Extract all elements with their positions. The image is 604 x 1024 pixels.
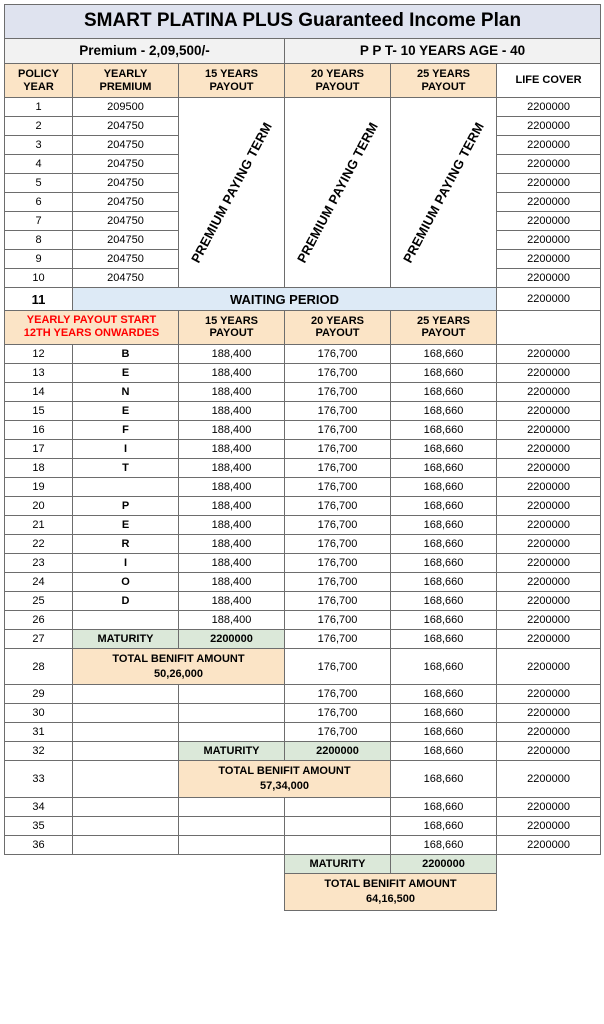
premium-summary: Premium - 2,09,500/- bbox=[5, 39, 285, 64]
table-row bbox=[5, 401, 601, 420]
cell-life-cover: 2200000 bbox=[497, 458, 601, 477]
header-payout-15 bbox=[179, 64, 285, 98]
table-row bbox=[5, 798, 601, 817]
table-row bbox=[5, 817, 601, 836]
cell-policy-year: 4 bbox=[5, 155, 73, 174]
cell-payout-25: 168,660 bbox=[391, 458, 497, 477]
table-row bbox=[5, 610, 601, 629]
cell-payout-15: 188,400 bbox=[179, 439, 285, 458]
header-payout-25 bbox=[391, 64, 497, 98]
benefit-period-letter bbox=[73, 477, 179, 496]
header-payout-15-l1: 15 YEARS bbox=[205, 68, 258, 80]
cell-empty bbox=[179, 874, 285, 911]
total-15-amount: 50,26,000 bbox=[154, 667, 203, 680]
cell-empty bbox=[73, 685, 179, 704]
cell-empty bbox=[73, 836, 179, 855]
cell-payout-25: 168,660 bbox=[391, 742, 497, 761]
cell-life-cover: 2200000 bbox=[497, 761, 601, 798]
cell-life-cover: 2200000 bbox=[497, 798, 601, 817]
cell-life-cover: 2200000 bbox=[497, 534, 601, 553]
cell-life-cover: 2200000 bbox=[497, 685, 601, 704]
cell-payout-15: 188,400 bbox=[179, 534, 285, 553]
cell-life-cover: 2200000 bbox=[497, 591, 601, 610]
ppt-text-15: PREMIUM PAYING TERM bbox=[188, 119, 275, 266]
cell-payout-20: 176,700 bbox=[285, 685, 391, 704]
maturity-15-row bbox=[5, 629, 601, 648]
waiting-period-label: WAITING PERIOD bbox=[73, 288, 497, 311]
total-25-cell bbox=[285, 874, 497, 911]
benefit-period-letter: N bbox=[73, 382, 179, 401]
benefit-period-letter: R bbox=[73, 534, 179, 553]
cell-empty bbox=[179, 817, 285, 836]
cell-life-cover: 2200000 bbox=[497, 117, 601, 136]
payout-start-header bbox=[5, 311, 601, 344]
cell-empty bbox=[285, 798, 391, 817]
benefit-period-letter: B bbox=[73, 344, 179, 363]
cell-payout-25: 168,660 bbox=[391, 515, 497, 534]
table-row bbox=[5, 439, 601, 458]
subtitle-row bbox=[5, 39, 601, 64]
cell-empty bbox=[497, 874, 601, 911]
table-row bbox=[5, 553, 601, 572]
cell-payout-20: 176,700 bbox=[285, 363, 391, 382]
cell-payout-20: 176,700 bbox=[285, 723, 391, 742]
cell-payout-15: 188,400 bbox=[179, 458, 285, 477]
cell-payout-20: 176,700 bbox=[285, 382, 391, 401]
cell-payout-20: 176,700 bbox=[285, 572, 391, 591]
cell-payout-25: 168,660 bbox=[391, 439, 497, 458]
cell-policy-year: 20 bbox=[5, 496, 73, 515]
cell-policy-year: 24 bbox=[5, 572, 73, 591]
cell-policy-year: 34 bbox=[5, 798, 73, 817]
cell-payout-25: 168,660 bbox=[391, 344, 497, 363]
header2-payout-20-l1: 20 YEARS bbox=[311, 314, 364, 327]
column-headers bbox=[5, 64, 601, 98]
header-yearly-premium-l2: PREMIUM bbox=[99, 80, 152, 93]
cell-empty bbox=[179, 685, 285, 704]
cell-policy-year: 12 bbox=[5, 344, 73, 363]
cell-policy-year: 16 bbox=[5, 420, 73, 439]
cell-payout-15: 188,400 bbox=[179, 610, 285, 629]
cell-yearly-premium: 204750 bbox=[73, 231, 179, 250]
cell-payout-15: 188,400 bbox=[179, 496, 285, 515]
maturity-25-label: MATURITY bbox=[285, 855, 391, 874]
benefit-period-letter: D bbox=[73, 591, 179, 610]
table-row bbox=[5, 515, 601, 534]
cell-policy-year: 26 bbox=[5, 610, 73, 629]
table-row bbox=[5, 420, 601, 439]
cell-life-cover-empty bbox=[497, 311, 601, 344]
cell-empty bbox=[73, 798, 179, 817]
total-25-amount: 64,16,500 bbox=[366, 893, 415, 906]
cell-life-cover: 2200000 bbox=[497, 212, 601, 231]
table-row bbox=[5, 496, 601, 515]
cell-yearly-premium: 204750 bbox=[73, 155, 179, 174]
table-row bbox=[5, 723, 601, 742]
header2-payout-20 bbox=[285, 311, 391, 344]
header-policy-year bbox=[5, 64, 73, 98]
total-15-row bbox=[5, 648, 601, 685]
cell-life-cover: 2200000 bbox=[497, 174, 601, 193]
cell-payout-15: 188,400 bbox=[179, 591, 285, 610]
cell-policy-year: 21 bbox=[5, 515, 73, 534]
benefit-period-letter: I bbox=[73, 439, 179, 458]
table-row bbox=[5, 836, 601, 855]
ppt-label-25 bbox=[391, 98, 497, 288]
cell-empty bbox=[179, 855, 285, 874]
cell-empty bbox=[73, 723, 179, 742]
header-payout-25-l1: 25 YEARS bbox=[417, 68, 470, 80]
cell-policy-year: 31 bbox=[5, 723, 73, 742]
cell-policy-year: 23 bbox=[5, 553, 73, 572]
benefit-period-letter: I bbox=[73, 553, 179, 572]
cell-policy-year: 2 bbox=[5, 117, 73, 136]
cell-policy-year: 15 bbox=[5, 401, 73, 420]
cell-payout-15: 188,400 bbox=[179, 344, 285, 363]
cell-payout-25: 168,660 bbox=[391, 420, 497, 439]
cell-life-cover: 2200000 bbox=[497, 610, 601, 629]
maturity-15-value: 2200000 bbox=[179, 629, 285, 648]
cell-yearly-premium: 209500 bbox=[73, 98, 179, 117]
header2-payout-15-l2: PAYOUT bbox=[209, 327, 254, 340]
maturity-20-row bbox=[5, 742, 601, 761]
cell-policy-year: 33 bbox=[5, 761, 73, 798]
waiting-period-row bbox=[5, 288, 601, 311]
cell-policy-year: 36 bbox=[5, 836, 73, 855]
header-policy-year-l1: POLICY bbox=[18, 68, 59, 80]
cell-payout-15: 188,400 bbox=[179, 382, 285, 401]
ppt-text-25: PREMIUM PAYING TERM bbox=[400, 119, 487, 266]
cell-empty bbox=[73, 855, 179, 874]
cell-payout-20: 176,700 bbox=[285, 477, 391, 496]
table-row bbox=[5, 458, 601, 477]
cell-life-cover: 2200000 bbox=[497, 288, 601, 311]
cell-policy-year: 11 bbox=[5, 288, 73, 311]
cell-life-cover: 2200000 bbox=[497, 136, 601, 155]
cell-payout-25: 168,660 bbox=[391, 629, 497, 648]
table-row bbox=[5, 98, 601, 117]
cell-policy-year: 1 bbox=[5, 98, 73, 117]
maturity-15-label: MATURITY bbox=[73, 629, 179, 648]
cell-payout-25: 168,660 bbox=[391, 534, 497, 553]
maturity-20-value: 2200000 bbox=[285, 742, 391, 761]
cell-payout-25: 168,660 bbox=[391, 591, 497, 610]
table-row bbox=[5, 344, 601, 363]
header-payout-20-l1: 20 YEARS bbox=[311, 68, 364, 80]
cell-life-cover: 2200000 bbox=[497, 704, 601, 723]
page-title: SMART PLATINA PLUS Guaranteed Income Plan bbox=[5, 5, 601, 39]
total-20-cell bbox=[179, 761, 391, 798]
cell-payout-20: 176,700 bbox=[285, 648, 391, 685]
cell-policy-year: 9 bbox=[5, 250, 73, 269]
cell-life-cover: 2200000 bbox=[497, 648, 601, 685]
yearly-payout-start-l1: YEARLY PAYOUT START bbox=[26, 314, 157, 327]
cell-policy-year: 3 bbox=[5, 136, 73, 155]
cell-payout-15: 188,400 bbox=[179, 401, 285, 420]
cell-life-cover: 2200000 bbox=[497, 231, 601, 250]
cell-empty bbox=[179, 798, 285, 817]
cell-yearly-premium: 204750 bbox=[73, 250, 179, 269]
cell-payout-25: 168,660 bbox=[391, 648, 497, 685]
cell-policy-year: 17 bbox=[5, 439, 73, 458]
cell-payout-25: 168,660 bbox=[391, 798, 497, 817]
cell-payout-25: 168,660 bbox=[391, 477, 497, 496]
cell-payout-20: 176,700 bbox=[285, 515, 391, 534]
header-payout-20-l2: PAYOUT bbox=[315, 80, 360, 93]
cell-policy-year: 13 bbox=[5, 363, 73, 382]
total-25-row bbox=[5, 874, 601, 911]
cell-empty bbox=[285, 817, 391, 836]
cell-policy-year: 10 bbox=[5, 269, 73, 288]
cell-payout-25: 168,660 bbox=[391, 685, 497, 704]
table-row bbox=[5, 534, 601, 553]
cell-payout-25: 168,660 bbox=[391, 817, 497, 836]
header-yearly-premium-l1: YEARLY bbox=[103, 68, 148, 80]
header2-payout-20-l2: PAYOUT bbox=[315, 327, 360, 340]
benefit-period-letter: E bbox=[73, 401, 179, 420]
table-row bbox=[5, 477, 601, 496]
cell-payout-20: 176,700 bbox=[285, 629, 391, 648]
cell-policy-year: 25 bbox=[5, 591, 73, 610]
cell-policy-year: 29 bbox=[5, 685, 73, 704]
cell-payout-20: 176,700 bbox=[285, 534, 391, 553]
benefit-period-letter: O bbox=[73, 572, 179, 591]
total-15-cell bbox=[73, 648, 285, 685]
cell-payout-25: 168,660 bbox=[391, 363, 497, 382]
benefit-period-letter: E bbox=[73, 515, 179, 534]
maturity-25-value: 2200000 bbox=[391, 855, 497, 874]
cell-payout-25: 168,660 bbox=[391, 836, 497, 855]
cell-life-cover: 2200000 bbox=[497, 382, 601, 401]
header-yearly-premium bbox=[73, 64, 179, 98]
cell-life-cover: 2200000 bbox=[497, 98, 601, 117]
cell-policy-year: 5 bbox=[5, 174, 73, 193]
header-payout-25-l2: PAYOUT bbox=[421, 80, 466, 93]
cell-life-cover: 2200000 bbox=[497, 477, 601, 496]
cell-life-cover: 2200000 bbox=[497, 155, 601, 174]
cell-yearly-premium: 204750 bbox=[73, 269, 179, 288]
total-20-amount: 57,34,000 bbox=[260, 780, 309, 793]
cell-payout-20: 176,700 bbox=[285, 420, 391, 439]
cell-payout-20: 176,700 bbox=[285, 591, 391, 610]
cell-yearly-premium: 204750 bbox=[73, 174, 179, 193]
cell-life-cover: 2200000 bbox=[497, 193, 601, 212]
table-row bbox=[5, 704, 601, 723]
cell-policy-year: 7 bbox=[5, 212, 73, 231]
benefit-period-letter bbox=[73, 610, 179, 629]
benefit-period-letter: P bbox=[73, 496, 179, 515]
ppt-text-20: PREMIUM PAYING TERM bbox=[294, 119, 381, 266]
cell-life-cover: 2200000 bbox=[497, 250, 601, 269]
cell-life-cover: 2200000 bbox=[497, 401, 601, 420]
cell-payout-25: 168,660 bbox=[391, 610, 497, 629]
title-row bbox=[5, 5, 601, 39]
cell-payout-20: 176,700 bbox=[285, 553, 391, 572]
header2-payout-25 bbox=[391, 311, 497, 344]
cell-empty bbox=[73, 742, 179, 761]
cell-payout-15: 188,400 bbox=[179, 363, 285, 382]
cell-policy-year: 30 bbox=[5, 704, 73, 723]
cell-life-cover: 2200000 bbox=[497, 553, 601, 572]
table-row bbox=[5, 363, 601, 382]
cell-policy-year: 32 bbox=[5, 742, 73, 761]
cell-payout-25: 168,660 bbox=[391, 761, 497, 798]
header-payout-15-l2: PAYOUT bbox=[209, 80, 254, 93]
cell-payout-25: 168,660 bbox=[391, 704, 497, 723]
cell-life-cover: 2200000 bbox=[497, 742, 601, 761]
header2-payout-15 bbox=[179, 311, 285, 344]
cell-empty bbox=[5, 874, 73, 911]
cell-payout-15: 188,400 bbox=[179, 420, 285, 439]
cell-payout-20: 176,700 bbox=[285, 401, 391, 420]
cell-empty bbox=[179, 723, 285, 742]
cell-empty bbox=[179, 704, 285, 723]
cell-payout-20: 176,700 bbox=[285, 704, 391, 723]
cell-payout-25: 168,660 bbox=[391, 723, 497, 742]
cell-policy-year: 6 bbox=[5, 193, 73, 212]
header-payout-20 bbox=[285, 64, 391, 98]
cell-payout-20: 176,700 bbox=[285, 344, 391, 363]
header2-payout-25-l1: 25 YEARS bbox=[417, 314, 470, 327]
header2-payout-25-l2: PAYOUT bbox=[421, 327, 466, 340]
maturity-20-label: MATURITY bbox=[179, 742, 285, 761]
cell-payout-20: 176,700 bbox=[285, 458, 391, 477]
cell-payout-25: 168,660 bbox=[391, 572, 497, 591]
cell-life-cover: 2200000 bbox=[497, 629, 601, 648]
cell-payout-20: 176,700 bbox=[285, 610, 391, 629]
cell-life-cover: 2200000 bbox=[497, 723, 601, 742]
cell-life-cover: 2200000 bbox=[497, 420, 601, 439]
cell-payout-20: 176,700 bbox=[285, 439, 391, 458]
cell-payout-25: 168,660 bbox=[391, 401, 497, 420]
benefit-period-letter: E bbox=[73, 363, 179, 382]
ppt-label-15 bbox=[179, 98, 285, 288]
header-policy-year-l2: YEAR bbox=[23, 80, 54, 93]
cell-policy-year: 27 bbox=[5, 629, 73, 648]
cell-empty bbox=[73, 817, 179, 836]
cell-payout-15: 188,400 bbox=[179, 572, 285, 591]
total-20-row bbox=[5, 761, 601, 798]
header2-payout-15-l1: 15 YEARS bbox=[205, 314, 258, 327]
cell-empty bbox=[73, 761, 179, 798]
cell-payout-25: 168,660 bbox=[391, 553, 497, 572]
cell-payout-15: 188,400 bbox=[179, 515, 285, 534]
cell-life-cover: 2200000 bbox=[497, 836, 601, 855]
cell-yearly-premium: 204750 bbox=[73, 136, 179, 155]
yearly-payout-start-label bbox=[5, 311, 179, 344]
cell-life-cover: 2200000 bbox=[497, 439, 601, 458]
table-row bbox=[5, 572, 601, 591]
header-life-cover: LIFE COVER bbox=[497, 64, 601, 98]
cell-life-cover: 2200000 bbox=[497, 496, 601, 515]
cell-life-cover: 2200000 bbox=[497, 572, 601, 591]
cell-policy-year: 19 bbox=[5, 477, 73, 496]
cell-life-cover: 2200000 bbox=[497, 269, 601, 288]
cell-payout-20: 176,700 bbox=[285, 496, 391, 515]
yearly-payout-start-l2: 12TH YEARS ONWARDES bbox=[23, 327, 160, 340]
cell-yearly-premium: 204750 bbox=[73, 212, 179, 231]
benefit-period-letter: F bbox=[73, 420, 179, 439]
cell-life-cover: 2200000 bbox=[497, 817, 601, 836]
cell-empty bbox=[73, 704, 179, 723]
maturity-25-row bbox=[5, 855, 601, 874]
cell-payout-25: 168,660 bbox=[391, 496, 497, 515]
benefit-period-letter: T bbox=[73, 458, 179, 477]
cell-policy-year: 35 bbox=[5, 817, 73, 836]
cell-life-cover: 2200000 bbox=[497, 363, 601, 382]
total-15-label: TOTAL BENIFIT AMOUNT bbox=[112, 652, 245, 665]
ppt-label-20 bbox=[285, 98, 391, 288]
term-summary: P P T- 10 YEARS AGE - 40 bbox=[285, 39, 601, 64]
table-row bbox=[5, 382, 601, 401]
cell-payout-15: 188,400 bbox=[179, 477, 285, 496]
cell-policy-year: 28 bbox=[5, 648, 73, 685]
total-20-label: TOTAL BENIFIT AMOUNT bbox=[218, 765, 351, 778]
cell-payout-15: 188,400 bbox=[179, 553, 285, 572]
cell-policy-year: 18 bbox=[5, 458, 73, 477]
cell-life-cover: 2200000 bbox=[497, 515, 601, 534]
cell-empty bbox=[73, 874, 179, 911]
cell-empty bbox=[179, 836, 285, 855]
cell-policy-year: 14 bbox=[5, 382, 73, 401]
table-row bbox=[5, 685, 601, 704]
cell-policy-year: 8 bbox=[5, 231, 73, 250]
cell-policy-year: 22 bbox=[5, 534, 73, 553]
cell-yearly-premium: 204750 bbox=[73, 117, 179, 136]
cell-empty bbox=[285, 836, 391, 855]
cell-life-cover: 2200000 bbox=[497, 344, 601, 363]
cell-yearly-premium: 204750 bbox=[73, 193, 179, 212]
plan-table bbox=[4, 4, 601, 911]
cell-payout-25: 168,660 bbox=[391, 382, 497, 401]
cell-empty bbox=[497, 855, 601, 874]
table-row bbox=[5, 591, 601, 610]
total-25-label: TOTAL BENIFIT AMOUNT bbox=[324, 878, 457, 891]
cell-empty bbox=[5, 855, 73, 874]
